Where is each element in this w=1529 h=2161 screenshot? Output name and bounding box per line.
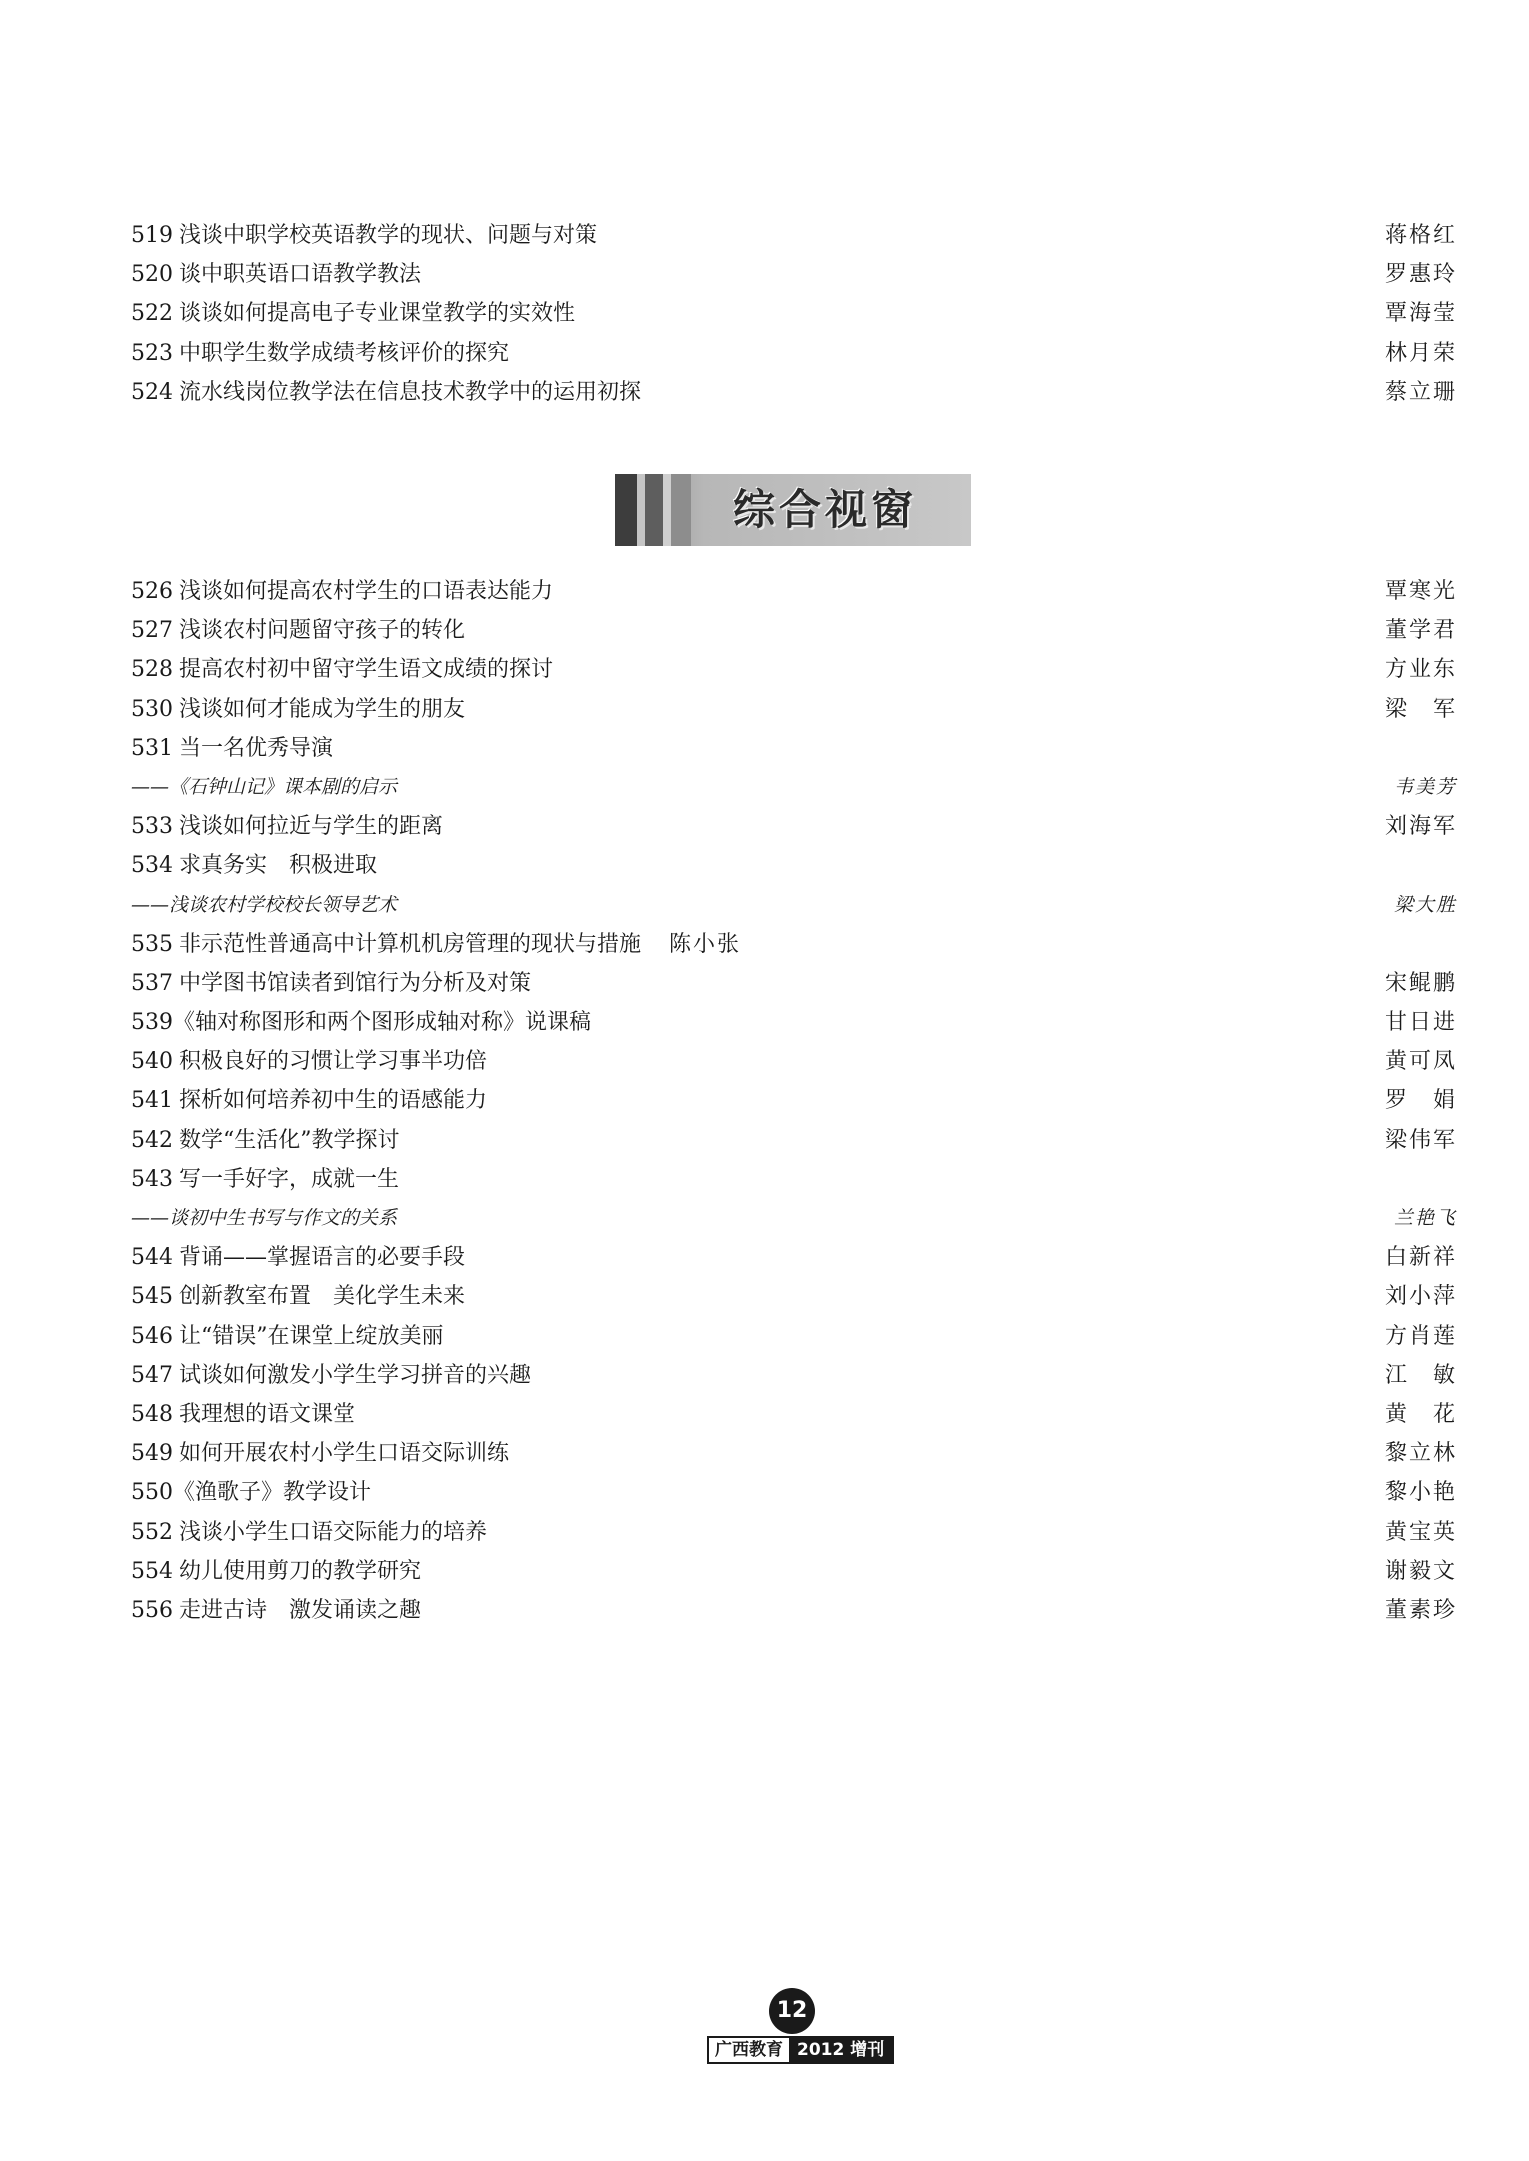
toc-row-author: 方肖莲 (1384, 1323, 1457, 1349)
toc-row (131, 1277, 1457, 1316)
toc-row (131, 1473, 1457, 1512)
toc-row-author: 江 敏 (1384, 1362, 1457, 1388)
toc-row-author: 韦美芳 (1393, 775, 1457, 798)
toc-row-title: 如何开展农村小学生口语交际训练 (179, 1441, 510, 1467)
toc-row-number: 537 (131, 970, 173, 996)
toc-row-author: 白新祥 (1384, 1245, 1457, 1271)
toc-row-subtitle (131, 886, 1457, 925)
toc-row-number: 524 (131, 379, 173, 405)
toc-row-title: 浅谈农村问题留守孩子的转化 (179, 618, 466, 644)
toc-row-number: 556 (131, 1597, 173, 1623)
toc-row-title: 中学图书馆读者到馆行为分析及对策 (179, 970, 532, 996)
toc-row (131, 255, 1457, 294)
toc-row-author: 覃海莹 (1384, 301, 1457, 327)
toc-row-author: 梁伟军 (1384, 1127, 1457, 1153)
banner-stripe (671, 474, 691, 546)
toc-row-number: 554 (131, 1558, 173, 1584)
toc-row-title: 提高农村初中留守学生语文成绩的探讨 (179, 657, 554, 683)
toc-row-title: ——浅谈农村学校校长领导艺术 (131, 893, 398, 916)
toc-row (131, 1121, 1457, 1160)
toc-row-author: 甘日进 (1384, 1010, 1457, 1036)
toc-row-title: 求真务实 积极进取 (179, 853, 378, 879)
toc-row-author: 梁大胜 (1393, 893, 1457, 916)
toc-row (131, 611, 1457, 650)
toc-row-title: 浅谈中职学校英语教学的现状、问题与对策 (179, 223, 598, 248)
page-number-badge: 12 (769, 1988, 815, 2034)
toc-row-subtitle (131, 768, 1457, 807)
toc-row-title: 浅谈小学生口语交际能力的培养 (179, 1519, 488, 1545)
toc-row (131, 925, 1457, 964)
section-title: 综合视窗 (733, 485, 918, 534)
toc-row (131, 1552, 1457, 1591)
toc-row-title: 创新教室布置 美化学生未来 (179, 1284, 466, 1310)
toc-row-author: 黄宝英 (1384, 1519, 1457, 1545)
toc-row-title: 谈谈如何提高电子专业课堂教学的实效性 (179, 301, 576, 327)
toc-row (131, 1003, 1457, 1042)
toc-row-author: 方业东 (1384, 657, 1457, 683)
toc-row-title: 《轴对称图形和两个图形成轴对称》说课稿 (173, 1010, 592, 1036)
toc-row-number: 526 (131, 579, 173, 604)
toc-row-author: 宋鲲鹏 (1384, 970, 1457, 996)
toc-row-number: 520 (131, 262, 173, 288)
toc-row (131, 1513, 1457, 1552)
toc-row-title: ——《石钟山记》课本剧的启示 (131, 775, 398, 798)
toc-row-author: 蒋格红 (1384, 223, 1457, 248)
toc-row-title: ——谈初中生书写与作文的关系 (131, 1207, 398, 1229)
toc-row (131, 1395, 1457, 1434)
toc-row (131, 729, 1457, 768)
banner-stripe (663, 474, 671, 546)
toc-row-title: 中职学生数学成绩考核评价的探究 (179, 340, 510, 366)
toc-row-title: 流水线岗位教学法在信息技术教学中的运用初探 (179, 379, 642, 405)
toc-row-title: 走进古诗 激发诵读之趣 (179, 1597, 422, 1623)
toc-row-author: 刘海军 (1384, 814, 1457, 840)
toc-row (131, 846, 1457, 885)
toc-row (131, 334, 1457, 373)
toc-row-number: 527 (131, 618, 173, 644)
toc-row (131, 1434, 1457, 1473)
toc-row-title: 谈中职英语口语教学教法 (179, 262, 422, 288)
toc-row (131, 1081, 1457, 1120)
section-banner (615, 474, 971, 546)
toc-row-number: 539 (131, 1010, 173, 1036)
toc-row-author: 刘小萍 (1384, 1284, 1457, 1310)
toc-row (131, 572, 1457, 611)
toc-row-number: 544 (131, 1245, 173, 1271)
toc-row-title: 数学“生活化”教学探讨 (179, 1127, 400, 1153)
toc-list-top (131, 216, 1457, 412)
toc-row (131, 216, 1457, 255)
toc-row-number: 528 (131, 657, 173, 683)
toc-row-title: 浅谈如何拉近与学生的距离 (179, 814, 444, 840)
toc-row-number: 519 (131, 223, 173, 248)
toc-row-title: 《渔歌子》教学设计 (173, 1480, 372, 1506)
toc-row-title: 我理想的语文课堂 (179, 1401, 356, 1427)
toc-row-author: 董素珍 (1384, 1597, 1457, 1623)
toc-row-author: 蔡立珊 (1384, 379, 1457, 405)
toc-row-author: 黎立林 (1384, 1441, 1457, 1467)
toc-row-number: 531 (131, 735, 173, 761)
toc-row-number: 533 (131, 814, 173, 840)
toc-row-author: 黄 花 (1384, 1401, 1457, 1427)
toc-row-number: 542 (131, 1127, 173, 1153)
toc-row-number: 541 (131, 1088, 173, 1114)
toc-row-number: 540 (131, 1049, 173, 1075)
toc-row-title: 积极良好的习惯让学习事半功倍 (179, 1049, 488, 1075)
toc-row-title: 当一名优秀导演 (179, 735, 334, 761)
toc-row-author: 林月荣 (1384, 340, 1457, 366)
toc-row-title (179, 925, 1457, 964)
toc-row-author: 覃寒光 (1384, 579, 1457, 604)
banner-stripe (637, 474, 645, 546)
toc-row-title: 浅谈如何提高农村学生的口语表达能力 (179, 579, 554, 604)
toc-row-number: 549 (131, 1441, 173, 1467)
toc-list-main (131, 572, 1457, 1630)
toc-row-number: 546 (131, 1323, 173, 1349)
publication-name: 广西教育 (709, 2038, 789, 2062)
toc-row-subtitle (131, 1199, 1457, 1238)
toc-row-author: 兰艳飞 (1393, 1207, 1457, 1229)
toc-row-author: 陈小张 (669, 931, 742, 957)
toc-row (131, 1238, 1457, 1277)
toc-row-number: 534 (131, 853, 173, 879)
toc-row-number: 545 (131, 1284, 173, 1310)
toc-row-title: 写一手好字，成就一生 (179, 1166, 400, 1192)
toc-row-author: 黄可凤 (1384, 1049, 1457, 1075)
toc-row (131, 1042, 1457, 1081)
toc-row-author: 罗 娟 (1384, 1088, 1457, 1114)
toc-row-number: 523 (131, 340, 173, 366)
toc-row-title: 背诵——掌握语言的必要手段 (179, 1245, 466, 1271)
toc-row-number: 530 (131, 696, 173, 722)
toc-row (131, 1591, 1457, 1630)
toc-row-number: 552 (131, 1519, 173, 1545)
toc-row-title: 浅谈如何才能成为学生的朋友 (179, 696, 466, 722)
toc-row-title: 探析如何培养初中生的语感能力 (179, 1088, 488, 1114)
publication-footer (707, 2036, 894, 2064)
toc-row (131, 294, 1457, 333)
toc-row-author: 罗惠玲 (1384, 262, 1457, 288)
toc-row-title-text: 非示范性普通高中计算机机房管理的现状与措施 (179, 931, 642, 957)
toc-row-title: 让“错误”在课堂上绽放美丽 (179, 1323, 444, 1349)
toc-row (131, 1356, 1457, 1395)
toc-row (131, 650, 1457, 689)
toc-row-title: 试谈如何激发小学生学习拼音的兴趣 (179, 1362, 532, 1388)
toc-row (131, 1317, 1457, 1356)
toc-row-title: 幼儿使用剪刀的教学研究 (179, 1558, 422, 1584)
toc-row-author: 谢毅文 (1384, 1558, 1457, 1584)
toc-row-author: 董学君 (1384, 618, 1457, 644)
toc-row (131, 1160, 1457, 1199)
toc-row-author: 黎小艳 (1384, 1480, 1457, 1506)
banner-stripe (615, 474, 637, 546)
toc-row (131, 807, 1457, 846)
toc-row-author: 梁 军 (1384, 696, 1457, 722)
banner-stripe (645, 474, 663, 546)
banner-stripes (615, 474, 691, 546)
toc-row-number: 535 (131, 931, 173, 957)
toc-row-number: 548 (131, 1401, 173, 1427)
toc-row (131, 964, 1457, 1003)
publication-issue: 2012 增刊 (789, 2038, 892, 2062)
toc-row-number: 522 (131, 301, 173, 327)
toc-row-number: 550 (131, 1480, 173, 1506)
toc-row-number: 547 (131, 1362, 173, 1388)
toc-row (131, 373, 1457, 412)
toc-row-number: 543 (131, 1166, 173, 1192)
toc-row (131, 690, 1457, 729)
